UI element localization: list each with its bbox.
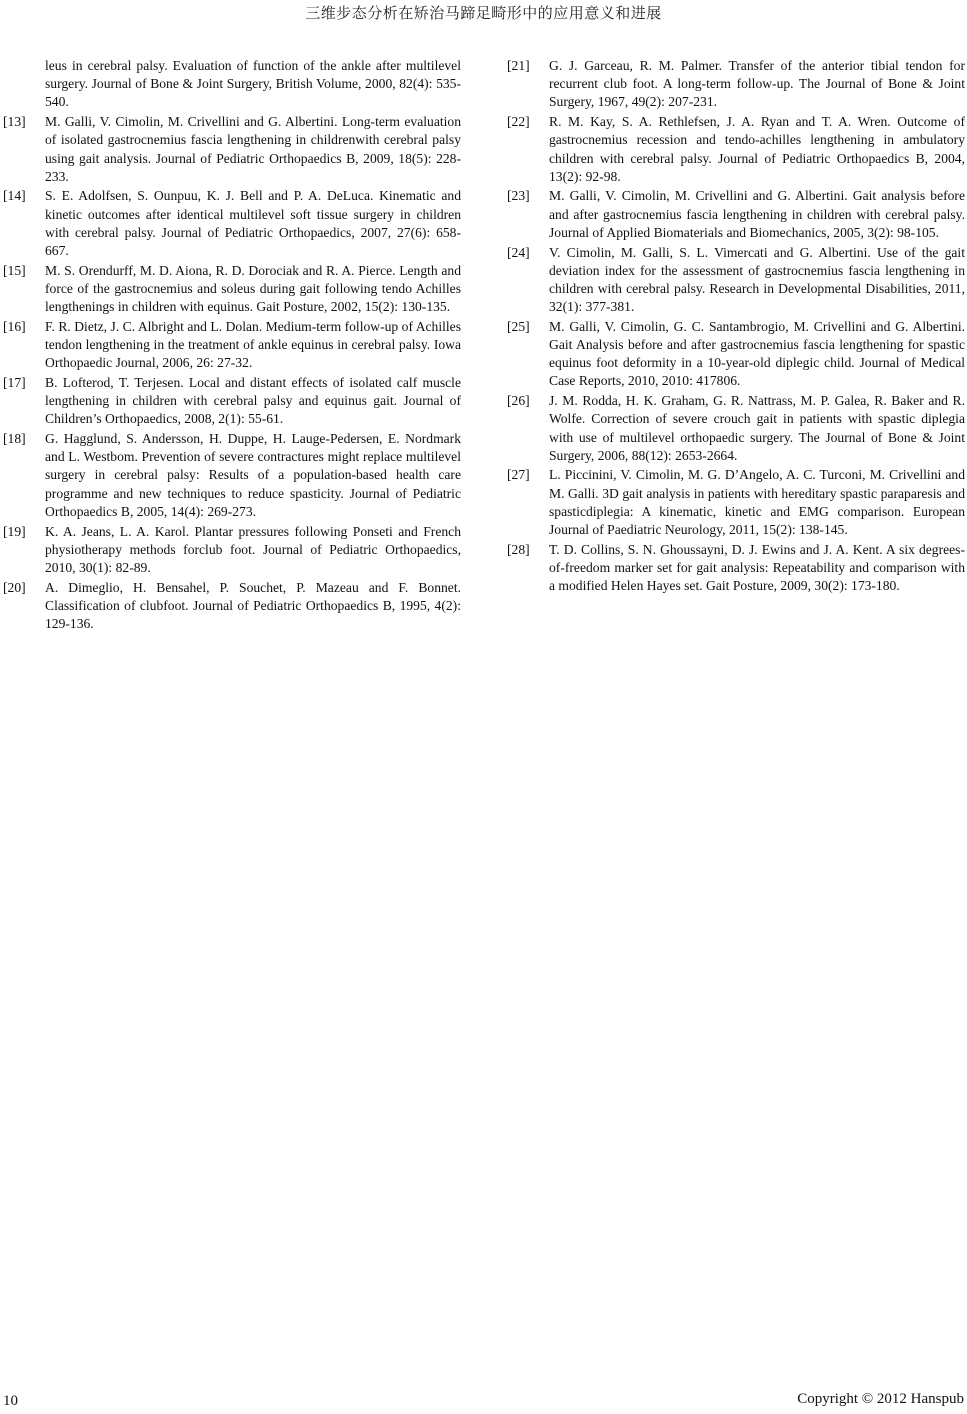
reference-number: [20] — [3, 579, 26, 595]
reference-text: M. Galli, V. Cimolin, G. C. Santambrogio, M. Crivellini and G. Albertini. Gait Analysis before and after gastrocnemius fascia lengthening for spastic equinus foot deformity in a 10-year-old diplegic child. Journal of Medical Case Reports, 2010, 2010: 417806. — [549, 318, 965, 389]
reference-text: G. Hagglund, S. Andersson, H. Duppe, H. Lauge-Pedersen, E. Nordmark and L. Westbom. Prevention of severe contractures might replace multilevel surgery in cerebral palsy: Results of a population-based health care programme and new techniques to reduce spasticity. Journal of Pediatric Orthopaedics B, 2005, 14(4): 269-273. — [45, 431, 461, 519]
reference-text: F. R. Dietz, J. C. Albright and L. Dolan. Medium-term follow-up of Achilles tendon lengthening in the treatment of ankle equinus in cerebral palsy. Iowa Orthopaedic Journal, 2006, 26: 27-32. — [45, 318, 461, 371]
reference-16 — [3, 318, 461, 373]
reference-number: [14] — [3, 188, 26, 204]
right-reference-column — [507, 57, 965, 597]
reference-number: [24] — [507, 244, 530, 260]
reference-text: G. J. Garceau, R. M. Palmer. Transfer of the anterior tibial tendon for recurrent club foot. A long-term follow-up. The Journal of Bone & Joint Surgery, 1967, 49(2): 207-231. — [549, 58, 965, 110]
reference-21 — [507, 57, 965, 112]
reference-number: [16] — [3, 318, 26, 334]
reference-25 — [507, 318, 965, 391]
reference-number: [21] — [507, 58, 530, 73]
reference-continuation: leus in cerebral palsy. Evaluation of function of the ankle after multilevel surgery. Journal of Bone & Joint Surgery, British Volume, 2000, 82(4): 535-540. — [45, 58, 461, 110]
reference-text: M. Galli, V. Cimolin, M. Crivellini and G. Albertini. Gait analysis before and after gastrocnemius fascia lengthening in children with cerebral palsy. Journal of Applied Biomaterials and Biomechanics, 2005, 3(2): 98-105. — [549, 188, 965, 240]
reference-number: [18] — [3, 431, 26, 447]
reference-text: T. D. Collins, S. N. Ghoussayni, D. J. Ewins and J. A. Kent. A six degrees-of-freedom marker set for gait analysis: Repeatability and comparison with a modified Helen Hayes set. Gait Posture, 2009, 30(2): 173-180. — [549, 541, 965, 594]
reference-20 — [3, 579, 461, 634]
reference-number: [15] — [3, 262, 26, 278]
page-number: 10 — [3, 1393, 18, 1409]
reference-text: M. S. Orendurff, M. D. Aiona, R. D. Dorociak and R. A. Pierce. Length and force of the gastrocnemius and soleus during gait following tendo Achilles lengthenings in children with equinus. Gait Posture, 2002, 15(2): 130-135. — [45, 262, 461, 315]
reference-number: [23] — [507, 188, 530, 204]
reference-23 — [507, 187, 965, 242]
reference-13 — [3, 113, 461, 186]
reference-number: [28] — [507, 541, 530, 557]
reference-22 — [507, 113, 965, 186]
reference-text: J. M. Rodda, H. K. Graham, G. R. Nattrass, M. P. Galea, R. Baker and R. Wolfe. Correction of severe crouch gait in patients with spastic diplegia with use of multilevel orthopaedic surgery. The Journal of Bone & Joint Surgery, 2006, 88(12): 2653-2664. — [549, 393, 965, 463]
reference-number: [13] — [3, 114, 26, 130]
reference-14 — [3, 187, 461, 260]
running-title: 三维步态分析在矫治马蹄足畸形中的应用意义和进展 — [305, 4, 662, 22]
reference-text: B. Lofterod, T. Terjesen. Local and distant effects of isolated calf muscle lengthening in children with cerebral palsy and equinus gait. Journal of Children’s Orthopaedics, 2008, 2(1): 55-61. — [45, 374, 461, 427]
reference-number: [19] — [3, 523, 26, 539]
reference-number: [26] — [507, 393, 530, 409]
reference-19 — [3, 523, 461, 578]
copyright-notice: Copyright © 2012 Hanspub — [797, 1391, 964, 1407]
reference-18 — [3, 430, 461, 521]
reference-text: R. M. Kay, S. A. Rethlefsen, J. A. Ryan and T. A. Wren. Outcome of gastrocnemius recession and tendo-achilles lengthening in ambulatory children with cerebral palsy. Journal of Pediatric Orthopaedics B, 2004, 13(2): 92-98. — [549, 114, 965, 184]
reference-24 — [507, 244, 965, 317]
reference-text: A. Dimeglio, H. Bensahel, P. Souchet, P. Mazeau and F. Bonnet. Classification of clubfoot. Journal of Pediatric Orthopaedics B, 1995, 4(2): 129-136. — [45, 579, 461, 632]
reference-text: K. A. Jeans, L. A. Karol. Plantar pressures following Ponseti and French physiotherapy methods forclub foot. Journal of Pediatric Orthopaedics, 2010, 30(1): 82-89. — [45, 523, 461, 575]
reference-text: S. E. Adolfsen, S. Ounpuu, K. J. Bell and P. A. DeLuca. Kinematic and kinetic outcomes after identical multilevel soft tissue surgery in children with cerebral palsy. Journal of Pediatric Orthopaedics, 2007, 27(6): 658-667. — [45, 188, 461, 259]
reference-17 — [3, 374, 461, 429]
reference-27 — [507, 466, 965, 539]
reference-15 — [3, 262, 461, 317]
reference-number: [22] — [507, 114, 530, 130]
reference-28 — [507, 541, 965, 596]
reference-text: L. Piccinini, V. Cimolin, M. G. D’Angelo, A. C. Turconi, M. Crivellini and M. Galli. 3D gait analysis in patients with hereditary spastic paraparesis and spasticdiplegia: A kinematic, kinetic and EMG comparison. European Journal of Paediatric Neurology, 2011, 15(2): 138-145. — [549, 467, 965, 538]
reference-26 — [507, 392, 965, 465]
left-reference-column — [3, 57, 461, 635]
reference-text: M. Galli, V. Cimolin, M. Crivellini and G. Albertini. Long-term evaluation of isolated gastrocnemius fascia lengthening in childrenwith cerebral palsy using gait analysis. Journal of Pediatric Orthopaedics B, 2009, 18(5): 228-233. — [45, 114, 461, 184]
reference-number: [27] — [507, 467, 530, 483]
reference-text: V. Cimolin, M. Galli, S. L. Vimercati and G. Albertini. Use of the gait deviation index for the assessment of gastrocnemius fascia lengthening in children with cerebral palsy. Research in Developmental Disabilities, 2011, 32(1): 377-381. — [549, 244, 965, 315]
reference-number: [25] — [507, 318, 530, 334]
reference-number: [17] — [3, 374, 26, 390]
